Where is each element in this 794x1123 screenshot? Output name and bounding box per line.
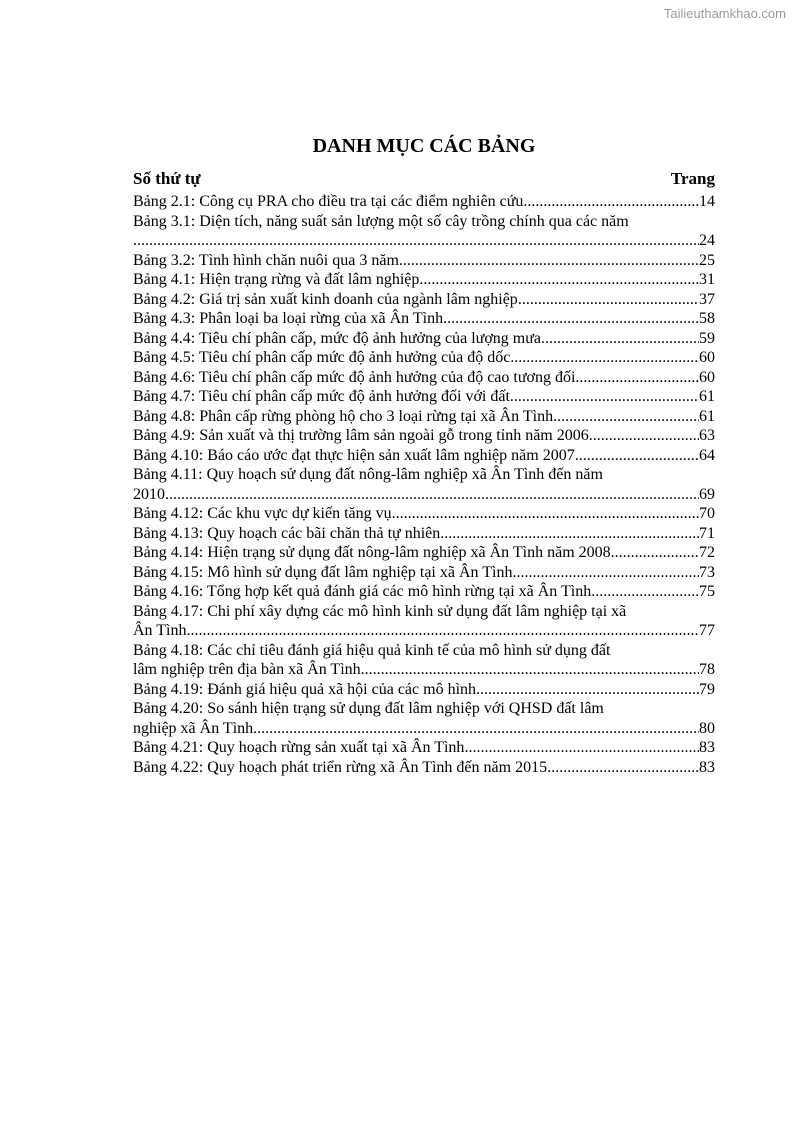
dot-leader	[190, 621, 699, 641]
toc-entry[interactable]	[133, 192, 715, 212]
toc-entry[interactable]	[133, 329, 715, 349]
watermark: Tailieuthamkhao.com	[663, 6, 786, 21]
toc-entry-page: 80	[699, 719, 715, 737]
toc-entry-page: 69	[699, 485, 715, 503]
toc-entry[interactable]	[133, 582, 715, 602]
toc-entry-page: 37	[699, 290, 715, 308]
dot-leader	[553, 407, 699, 427]
toc-entry-page: 24	[699, 232, 715, 249]
dot-leader	[589, 426, 699, 446]
toc-entry[interactable]	[133, 348, 715, 368]
header-number-label: Số thứ tự	[133, 169, 201, 188]
toc-entry-text: Bảng 4.12: Các khu vực dự kiến tăng vụ	[133, 505, 392, 522]
toc-entry-text: Bảng 4.3: Phân loại ba loại rừng của xã Ân Tình.	[133, 310, 448, 327]
dot-leader	[361, 660, 699, 680]
toc-entry-page: 64	[699, 446, 715, 464]
toc-entry-page: 83	[699, 758, 715, 776]
page-title: DANH MỤC CÁC BẢNG	[312, 135, 536, 157]
dot-leader	[575, 446, 699, 466]
toc-entry[interactable]	[133, 699, 715, 738]
dot-leader	[165, 485, 699, 505]
toc-entry-page: 31	[699, 271, 715, 288]
toc-entry[interactable]	[133, 290, 715, 310]
dot-leader	[510, 387, 699, 407]
toc-entry-text: Bảng 4.8: Phân cấp rừng phòng hộ cho 3 loại rừng tại xã Ân Tình	[133, 407, 554, 425]
toc-entry[interactable]	[133, 387, 715, 407]
toc-entry[interactable]	[133, 641, 715, 680]
toc-entry-page: 61	[699, 407, 715, 425]
dot-leader	[419, 270, 699, 290]
toc-entry-page: 61	[699, 388, 715, 405]
dot-leader	[518, 290, 699, 310]
toc-entry[interactable]	[133, 446, 715, 466]
toc-entry[interactable]	[133, 738, 715, 758]
dot-leader	[551, 758, 699, 778]
toc-entry-page: 60	[699, 368, 715, 386]
toc-entry-text: nghiệp xã Ân Tình	[133, 719, 254, 737]
toc-header	[133, 168, 715, 190]
toc-entry-page: 83	[699, 739, 715, 756]
toc-entry-page: 77	[699, 622, 715, 639]
toc-entry-text: Bảng 4.2: Giá trị sản xuất kinh doanh của ngành lâm nghiệp	[133, 290, 518, 308]
dot-leader	[392, 504, 699, 524]
toc-entry-page: 58	[699, 310, 715, 327]
dot-leader	[447, 309, 699, 329]
dot-leader	[575, 368, 699, 388]
toc-entry-text: Bảng 2.1: Công cụ PRA cho điều tra tại các điểm nghiên cứu	[133, 193, 524, 210]
toc-entry-text: Bảng 4.16: Tổng hợp kết quả đánh giá các mô hình rừng tại xã Ân Tình	[133, 583, 592, 600]
toc-entry[interactable]	[133, 602, 715, 641]
toc-entry-text: lâm nghiệp trên địa bàn xã Ân Tình	[133, 661, 361, 678]
toc-entry-text: Bảng 4.21: Quy hoạch rừng sản xuất tại xã Ân Tình	[133, 739, 465, 756]
toc-entry-text: Bảng 4.4: Tiêu chí phân cấp, mức độ ảnh hưởng của lượng mưa	[133, 329, 541, 347]
toc-entry-text: Bảng 4.18: Các chỉ tiêu đánh giá hiệu quả kinh tế của mô hình sử dụng đất	[133, 641, 611, 659]
toc-entry-page: 60	[699, 349, 715, 366]
toc-entry[interactable]	[133, 465, 715, 504]
toc-entry-text: 2010	[133, 485, 165, 503]
toc-entry-text: Bảng 4.15: Mô hình sử dụng đất lâm nghiệp tại xã Ân Tình	[133, 563, 513, 581]
toc-entry-text: Bảng 4.7: Tiêu chí phân cấp mức độ ảnh hưởng đối với đất	[133, 388, 510, 405]
toc-entry-text: Bảng 4.5: Tiêu chí phân cấp mức độ ảnh hưởng của độ dốc	[133, 349, 511, 366]
toc-entry[interactable]	[133, 524, 715, 544]
toc-entry-text: Bảng 3.1: Diện tích, năng suất sản lượng một số cây trồng chính qua các năm	[133, 212, 629, 230]
dot-leader	[253, 719, 699, 739]
toc-entry-page: 70	[699, 505, 715, 522]
toc-entry-text: Bảng 4.17: Chi phí xây dựng các mô hình kinh sử dụng đất lâm nghiệp tại xã	[133, 602, 627, 620]
toc-entry[interactable]	[133, 504, 715, 524]
toc-entry-page: 71	[699, 524, 715, 542]
dot-leader	[591, 582, 699, 602]
toc-entry[interactable]	[133, 309, 715, 329]
toc-entry-text: Bảng 4.11: Quy hoạch sử dụng đất nông-lâm nghiệp xã Ân Tình đến năm	[133, 466, 603, 483]
dot-leader	[133, 231, 699, 251]
toc-entry-page: 63	[699, 427, 715, 444]
dot-leader	[464, 738, 699, 758]
toc-entry[interactable]	[133, 563, 715, 583]
toc-entry-text: Bảng 4.13: Quy hoạch các bãi chăn thả tự nhiên	[133, 524, 441, 542]
header-page-label: Trang	[670, 169, 715, 188]
toc-entry-text: Bảng 4.19: Đánh giá hiệu quả xã hội của các mô hình	[133, 680, 477, 698]
toc-entry-text: Bảng 4.20: So sánh hiện trạng sử dụng đất lâm nghiệp với QHSD đất lâm	[133, 700, 604, 717]
table-of-contents	[133, 134, 715, 777]
toc-entry-page: 25	[699, 251, 715, 269]
toc-entry[interactable]	[133, 212, 715, 251]
toc-entry-text: Ân Tình.	[133, 622, 191, 639]
dot-leader	[541, 329, 699, 349]
dot-leader	[440, 524, 699, 544]
dot-leader	[476, 680, 699, 700]
toc-entries	[133, 192, 715, 777]
toc-entry[interactable]	[133, 543, 715, 563]
toc-entry[interactable]	[133, 680, 715, 700]
toc-entry-page: 72	[699, 544, 715, 561]
toc-entry-page: 79	[699, 680, 715, 698]
toc-entry-text: Bảng 4.22: Quy hoạch phát triển rừng xã Ân Tình đến năm 2015.	[133, 758, 552, 776]
toc-entry-text: Bảng 4.9: Sản xuất và thị trường lâm sản ngoài gỗ trong tỉnh năm 2006	[133, 427, 589, 444]
toc-entry-text: Bảng 4.1: Hiện trạng rừng và đất lâm nghiệp	[133, 271, 420, 288]
toc-entry[interactable]	[133, 368, 715, 388]
dot-leader	[510, 348, 699, 368]
toc-entry-text: Bảng 4.10: Báo cáo ước đạt thực hiện sản xuất lâm nghiệp năm 2007	[133, 446, 575, 464]
dot-leader	[512, 563, 699, 583]
toc-entry-page: 73	[699, 563, 715, 581]
toc-entry-page: 78	[699, 661, 715, 678]
toc-entry[interactable]	[133, 407, 715, 427]
toc-entry[interactable]	[133, 758, 715, 778]
toc-entry-page: 75	[699, 583, 715, 600]
toc-entry-text: Bảng 4.6: Tiêu chí phân cấp mức độ ảnh hưởng của độ cao tương đối	[133, 368, 576, 386]
toc-entry[interactable]	[133, 251, 715, 271]
toc-entry[interactable]	[133, 270, 715, 290]
toc-entry[interactable]	[133, 426, 715, 446]
dot-leader	[399, 251, 699, 271]
dot-leader	[611, 543, 699, 563]
toc-entry-text: Bảng 3.2: Tình hình chăn nuôi qua 3 năm	[133, 251, 399, 269]
toc-entry-page: 14	[699, 193, 715, 210]
dot-leader	[523, 192, 699, 212]
toc-entry-page: 59	[699, 329, 715, 347]
toc-entry-text: Bảng 4.14: Hiện trạng sử dụng đất nông-lâm nghiệp xã Ân Tình năm 2008	[133, 544, 611, 561]
